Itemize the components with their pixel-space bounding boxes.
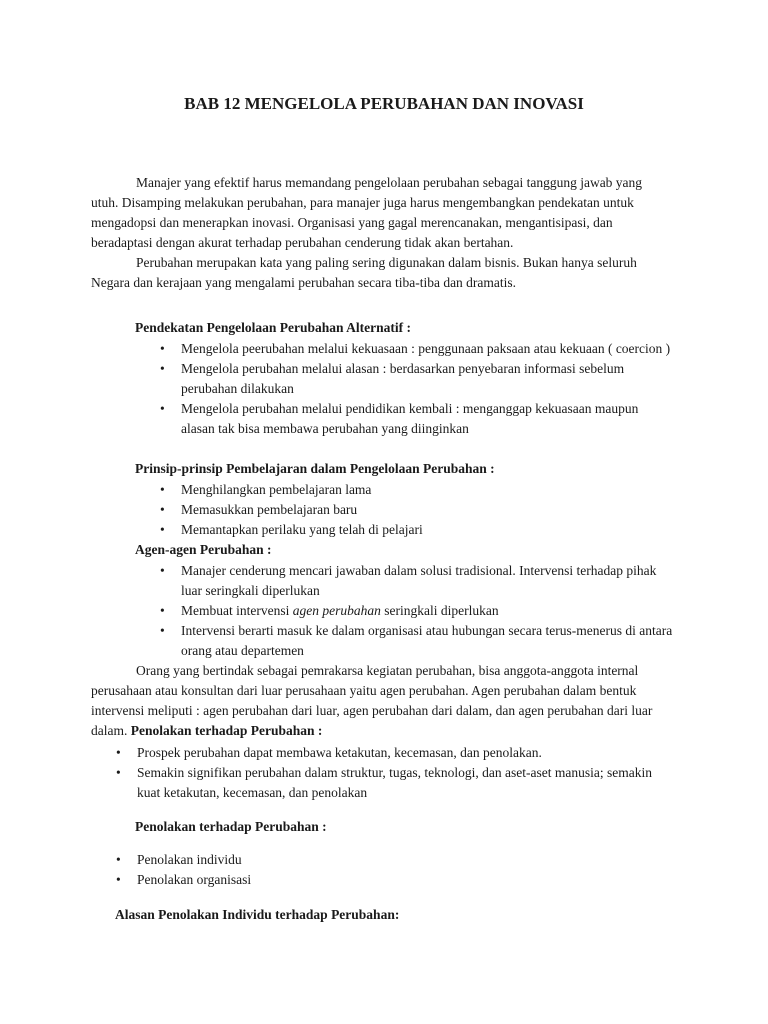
list-item: • Manajer cenderung mencari jawaban dalam solusi tradisional. Intervensi terhadap pihak luar seringkali diperlukan [181, 561, 673, 601]
list-item: • Memantapkan perilaku yang telah di pelajari [181, 520, 673, 540]
paragraph-agen [91, 661, 671, 741]
section-heading-alasan: Alasan Penolakan Individu terhadap Perubahan: [115, 907, 400, 922]
list-item-text: seringkali diperlukan [380, 603, 499, 618]
list-item: • Semakin signifikan perubahan dalam struktur, tugas, teknologi, dan aset-aset manusia; semakin kuat ketakutan, kecemasan, dan penolakan [137, 763, 673, 803]
list-prinsip [181, 480, 673, 540]
list-item [181, 601, 673, 621]
intro-block [91, 173, 671, 294]
list-item: • Penolakan organisasi [137, 870, 673, 890]
list-item-text: Membuat intervensi [181, 603, 293, 618]
list-item: • Memasukkan pembelajaran baru [181, 500, 673, 520]
agent-paragraph-block [91, 661, 671, 741]
intro-paragraph-1: Manajer yang efektif harus memandang pengelolaan perubahan sebagai tanggung jawab yang utuh. Disamping melakukan perubahan, para manajer juga harus mengembangkan pendekatan untuk mengadopsi dan menerapkan inovasi. Organisasi yang gagal merencanakan, mengantisipasi, dan beradaptasi dengan akurat terhadap perubahan cenderung tidak akan bertahan. [91, 175, 643, 251]
list-item: • Prospek perubahan dapat membawa ketakutan, kecemasan, dan penolakan. [137, 743, 673, 763]
paragraph-text: Orang yang bertindak sebagai pemrakarsa kegiatan perubahan, bisa anggota-anggota internal perusahaan atau konsultan dari luar perusahaan yaitu agen perubahan. Agen perubahan dalam bentuk intervensi meliputi : agen perubahan dari luar, agen perubahan dari dalam, dan agen perubahan dari luar dalam. [91, 663, 653, 739]
list-agen [181, 561, 673, 661]
section-heading-penolakan: Penolakan terhadap Perubahan : [135, 819, 327, 834]
section-heading-pendekatan: Pendekatan Pengelolaan Perubahan Alternatif : [135, 320, 411, 335]
list-item: • Intervensi berarti masuk ke dalam organisasi atau hubungan secara terus-menerus di antara orang atau departemen [181, 621, 673, 661]
intro-paragraph-2: Perubahan merupakan kata yang paling sering digunakan dalam bisnis. Bukan hanya seluruh Negara dan kerajaan yang mengalami perubahan secara tiba-tiba dan dramatis. [91, 255, 637, 291]
list-penolakan-effects [137, 743, 673, 803]
list-item: • Mengelola perubahan melalui pendidikan kembali : menganggap kekuasaan maupun alasan tak bisa membawa perubahan yang diinginkan [181, 399, 673, 439]
page-title: BAB 12 MENGELOLA PERUBAHAN DAN INOVASI [184, 94, 584, 113]
list-item: • Mengelola peerubahan melalui kekuasaan : penggunaan paksaan atau kekuaan ( coercion ) [181, 339, 673, 359]
italic-term: agen perubahan [292, 603, 381, 618]
section-heading-prinsip: Prinsip-prinsip Pembelajaran dalam Pengelolaan Perubahan : [135, 461, 495, 476]
section-heading-agen: Agen-agen Perubahan : [135, 542, 272, 557]
list-penolakan [137, 850, 673, 890]
list-pendekatan [181, 339, 673, 439]
inline-heading-penolakan: Penolakan terhadap Perubahan : [130, 723, 323, 739]
list-item: • Mengelola perubahan melalui alasan : berdasarkan penyebaran informasi sebelum perubahan dilakukan [181, 359, 673, 399]
list-item: • Menghilangkan pembelajaran lama [181, 480, 673, 500]
list-item: • Penolakan individu [137, 850, 673, 870]
